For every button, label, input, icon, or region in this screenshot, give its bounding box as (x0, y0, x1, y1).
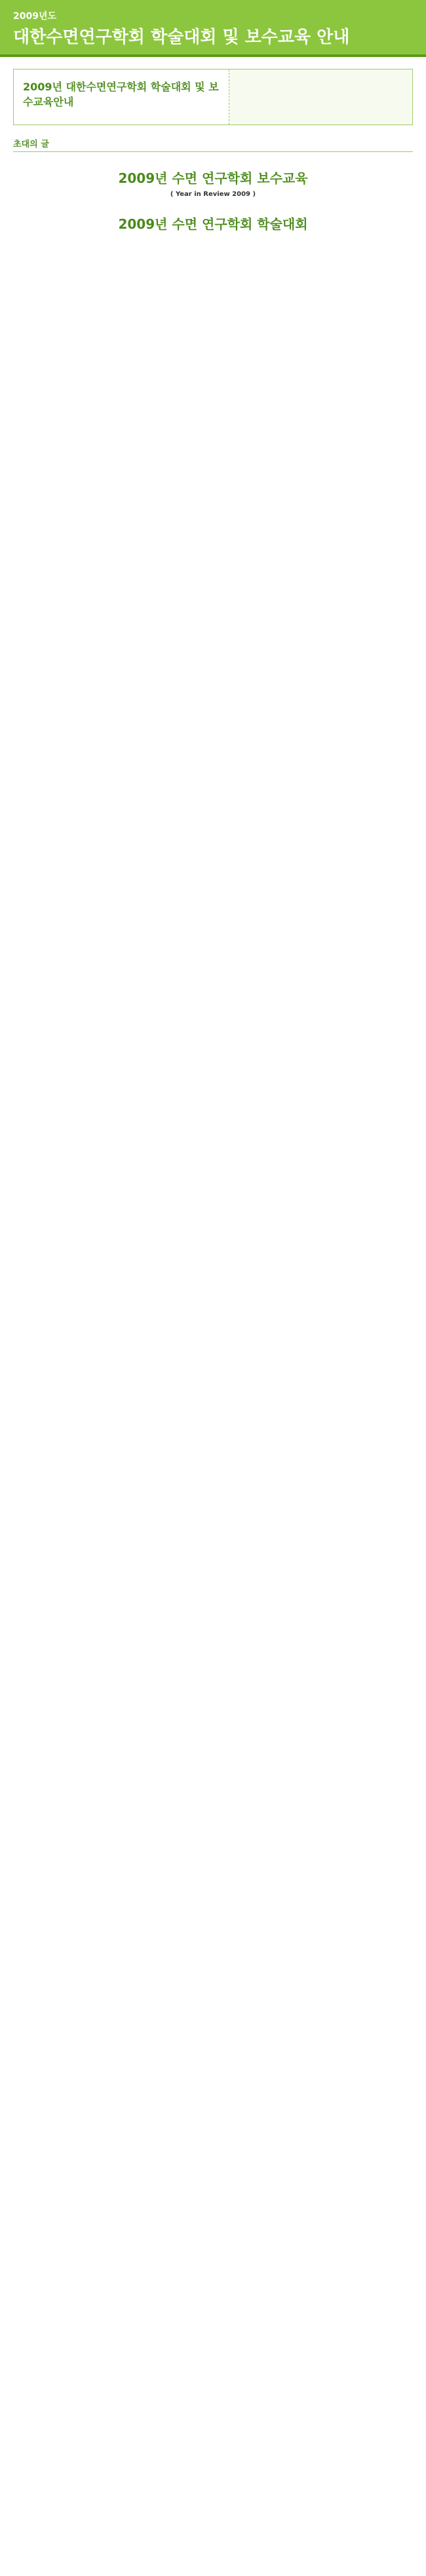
header-year: 2009년도 (13, 11, 57, 22)
page (0, 0, 426, 237)
page-title: 대한수면연구학회 학술대회 및 보수교육 안내 (13, 28, 350, 47)
info-box-title: 2009년 대한수면연구학회 학술대회 및 보수교육안내 (23, 81, 219, 108)
greeting-heading: 초대의 글 (13, 137, 413, 152)
review-subtitle: ( Year in Review 2009 ) (170, 191, 256, 198)
header-banner (0, 0, 426, 57)
review-title: 2009년 수면 연구학회 보수교육 (118, 170, 308, 186)
info-box-right (229, 69, 412, 125)
info-box (13, 69, 413, 125)
conference-title: 2009년 수면 연구학회 학술대회 (118, 216, 308, 232)
info-box-left (14, 69, 229, 125)
